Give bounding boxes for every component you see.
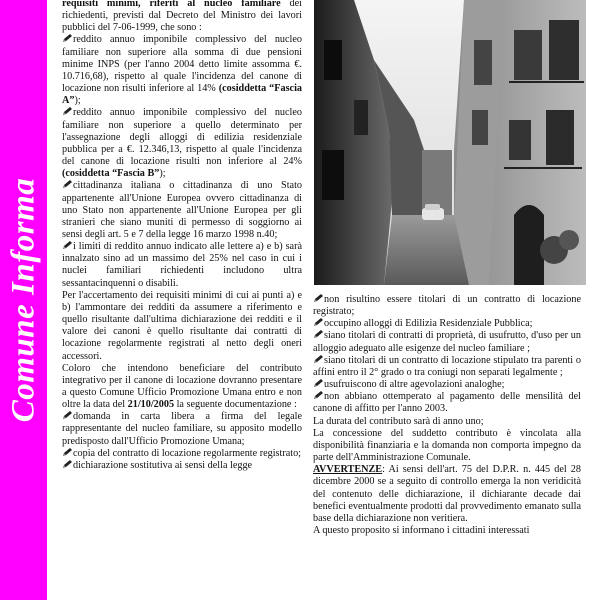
- paragraph-text: reddito annuo imponibile complessivo del nucleo familiare non superiore alla somma di due pensioni minime INPS (per l'anno 2004 detto limite assomma €. 10.716,68), rispetto al quale l'incidenza del canone di locazione non risulti inferiore al 14%: [62, 34, 302, 95]
- paragraph-text: Coloro che intendono beneficiare del contributo integrativo per il canone di locazione dovranno presentare a questo Comune Ufficio Promozione Umana entro e non oltre la data del: [62, 362, 302, 411]
- pencil-icon: [313, 318, 324, 329]
- pencil-icon: [62, 180, 73, 191]
- paragraph: [313, 294, 581, 318]
- paragraph-text: domanda in carta libera a firma del legale rappresentante del nucleo familiare, su apposito modello predisposto dall'Ufficio Promozione Umana;: [62, 411, 302, 447]
- paragraph: [62, 448, 302, 460]
- paragraph: [313, 379, 581, 391]
- paragraph: [313, 428, 581, 464]
- paragraph-after: );: [74, 95, 81, 107]
- paragraph: [313, 391, 581, 415]
- paragraph: [313, 416, 581, 428]
- paragraph-bold: requisiti minimi, riferiti al nucleo familiare: [62, 0, 281, 9]
- paragraph-text: cittadinanza italiana o cittadinanza di uno Stato appartenente all'Unione Europea ovvero cittadinanza di uno Stato non appartenente all'Unione Europea per gli stranieri che siano muniti di permesso di soggiorno ai sensi degli art. 5 e 7 della legge 16 marzo 1998 n.40;: [62, 180, 302, 240]
- street-photo: [314, 0, 586, 285]
- paragraph-bold: (cosiddetta “Fascia B”: [62, 168, 160, 180]
- paragraph-text: La durata del contributo sarà di anno uno;: [313, 415, 484, 427]
- paragraph: [313, 355, 581, 379]
- paragraph: [62, 460, 302, 472]
- paragraph: [62, 290, 302, 363]
- right-column: [313, 294, 581, 537]
- paragraph-text: i limiti di reddito annuo indicato alle lettere a) e b) sarà innalzato sino ad un massimo del 25% nel caso in cui i nuclei familiari richiedenti includono ultra sessantacinquenni o disabili.: [62, 241, 302, 289]
- paragraph-text: Per l'accertamento dei requisiti minimi di cui ai punti a) e b) l'ammontare dei redditi da assumere a riferimento e quello risultante dall'ultima dichiarazione dei redditi e il valore dei canoni è quello risultante dai contratti di locazione regolarmente registrati al netto degli oneri accessori.: [62, 289, 302, 362]
- paragraph: [62, 34, 302, 107]
- paragraph: [62, 411, 302, 447]
- paragraph-text: siano titolari di un contratto di locazione stipulato tra parenti o affini entro il 2° grado o tra coniugi non separati legalmente ;: [313, 354, 581, 378]
- pencil-icon: [313, 294, 324, 305]
- paragraph-text: copia del contratto di locazione regolarmente registrato;: [73, 447, 301, 459]
- paragraph: [313, 318, 581, 330]
- paragraph-bold: (cosiddetta “Fascia A”: [62, 83, 302, 107]
- pencil-icon: [62, 411, 73, 422]
- street-photo-image: [314, 0, 586, 285]
- paragraph-text: occupino alloggi di Edilizia Residenziale Pubblica;: [324, 318, 533, 330]
- paragraph-text: : Ai sensi dell'art. 75 del D.P.R. n. 445 del 28 dicembre 2000 se a seguito di controllo emerga la non veridicità del contenuto delle dichiarazione, il dichiarante decade dai benefici eventualmente prodotti dal provvedimento emanato sulla base della dichiarazione non veritiera.: [313, 464, 581, 524]
- pencil-icon: [313, 391, 324, 402]
- paragraph-after: la seguente documentazione :: [174, 399, 297, 411]
- paragraph: [313, 330, 581, 354]
- paragraph-text: dei richiedenti, previsti dal Decreto del Ministro dei lavori pubblici del 7-06-1999, che sono :: [62, 0, 302, 34]
- paragraph-bold: 21/10/2005: [127, 399, 175, 411]
- paragraph-text: reddito annuo imponibile complessivo del nucleo familiare non superiore a quello determinato per l'assegnazione degli alloggi di edilizia residenziale pubblica per a €. 12.346,13, rispetto al quale l'incidenza del canone di locazione risulti non inferiore al 24%: [62, 107, 302, 168]
- paragraph: [62, 241, 302, 290]
- paragraph: [313, 464, 581, 525]
- paragraph: [62, 180, 302, 241]
- paragraph: [62, 363, 302, 412]
- pencil-icon: [313, 379, 324, 390]
- sidebar-banner: [0, 0, 47, 600]
- pencil-icon: [62, 34, 73, 45]
- paragraph: [62, 107, 302, 180]
- pencil-icon: [62, 448, 73, 459]
- left-column: [62, 0, 302, 472]
- pencil-icon: [313, 330, 324, 341]
- paragraph-text: dichiarazione sostitutiva ai sensi della legge: [73, 459, 253, 471]
- sidebar-title: Comune Informa: [5, 177, 41, 423]
- paragraph-text: siano titolari di contratti di proprietà, di usufrutto, d'uso per un alloggio adeguato alle esigenze del nucleo familiare ;: [313, 330, 581, 354]
- pencil-icon: [62, 460, 73, 471]
- pencil-icon: [62, 241, 73, 252]
- paragraph: [313, 525, 581, 537]
- pencil-icon: [62, 107, 73, 118]
- paragraph-text: La concessione del suddetto contributo è vincolata alla disponibilità finanziaria e la domanda non comporta impegno da parte dell'Amministrazione Comunale.: [313, 427, 581, 464]
- pencil-icon: [313, 355, 324, 366]
- paragraph-boldu: AVVERTENZE: [313, 464, 383, 476]
- paragraph-text: usufruiscono di altre agevolazioni analoghe;: [324, 379, 505, 391]
- paragraph-text: A questo proposito si informano i cittadini interessati: [313, 524, 530, 536]
- paragraph: [62, 0, 302, 34]
- paragraph-after: );: [159, 168, 166, 180]
- paragraph-text: non abbiano ottemperato al pagamento delle mensilità del canone di affitto per l'anno 2003.: [313, 391, 581, 415]
- paragraph-text: non risultino essere titolari di un contratto di locazione registrato;: [313, 294, 581, 318]
